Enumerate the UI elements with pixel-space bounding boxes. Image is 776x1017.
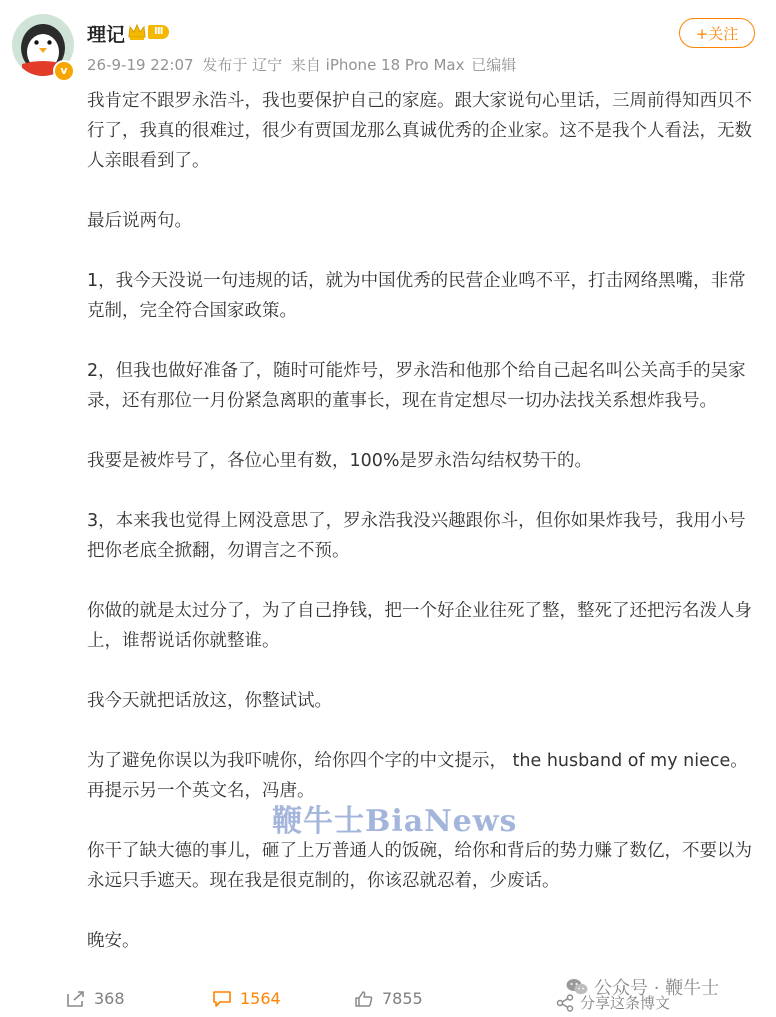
post-paragraph: 晚安。	[87, 931, 140, 951]
post-location: 发布于 辽宁	[202, 56, 283, 74]
post-paragraph: 你干了缺大德的事儿，砸了上万普通人的饭碗，给你和背后的势力赚了数亿，不要以为永远只手遮天。现在我是很克制的，你该忍就忍着，少废话。	[87, 841, 752, 891]
like-count: 7855	[382, 989, 423, 1008]
post-paragraph: 我肯定不跟罗永浩斗，我也要保护自己的家庭。跟大家说句心里话，三周前得知西贝不行了，我真的很难过，很少有贾国龙那么真诚优秀的企业家。这不是我个人看法，无数人亲眼看到了。	[87, 91, 752, 171]
post-meta	[87, 54, 516, 75]
edited-label: 已编辑	[471, 56, 517, 74]
post-paragraph: 2，但我也做好准备了，随时可能炸号，罗永浩和他那个给自己起名叫公关高手的吴家录，还有那位一月份紧急离职的董事长，现在肯定想尽一切办法找关系想炸我号。	[87, 361, 746, 411]
post-paragraph: 我今天就把话放这，你整试试。	[87, 691, 332, 711]
repost-button[interactable]	[66, 989, 125, 1008]
post-paragraph: 3，本来我也觉得上网没意思了，罗永浩我没兴趣跟你斗，但你如果炸我号，我用小号把你老底全掀翻，勿谓言之不预。	[87, 511, 746, 561]
comment-button[interactable]	[212, 989, 281, 1008]
repost-icon	[66, 990, 86, 1008]
username[interactable]: 理记	[87, 24, 126, 46]
wechat-label: 公众号 · 鞭牛士	[594, 978, 720, 999]
level-badge[interactable]	[127, 23, 177, 41]
post-timestamp[interactable]: 26-9-19 22:07	[87, 56, 194, 74]
post-paragraph: 为了避免你误以为我吓唬你，给你四个字的中文提示， the husband of my niece。再提示另一个英文名，冯唐。	[87, 751, 748, 801]
post-paragraph: 你做的就是太过分了，为了自己挣钱，把一个好企业往死了整，整死了还把污名泼人身上，谁帮说话你就整谁。	[87, 601, 752, 651]
share-label: 分享这条博文	[580, 994, 671, 1012]
share-icon	[556, 994, 574, 1012]
verified-badge: v	[53, 60, 75, 82]
post-device: 来自 iPhone 18 Pro Max	[290, 56, 465, 74]
watermark: 鞭牛士BiaNews	[272, 804, 518, 839]
post-paragraph: 最后说两句。	[87, 211, 192, 231]
crown-icon	[127, 23, 147, 41]
like-button[interactable]	[354, 989, 423, 1008]
repost-count: 368	[94, 989, 125, 1008]
follow-button[interactable]: +关注	[679, 18, 755, 48]
comment-count: 1564	[240, 989, 281, 1008]
post-paragraph: 我要是被炸号了，各位心里有数，100%是罗永浩勾结权势干的。	[87, 451, 593, 471]
post-paragraph: 1，我今天没说一句违规的话，就为中国优秀的民营企业鸣不平，打击网络黑嘴，非常克制，完全符合国家政策。	[87, 271, 746, 321]
level-label: Ⅲ	[148, 25, 169, 39]
thumbs-up-icon	[354, 990, 374, 1008]
share-button[interactable]	[556, 992, 670, 1013]
comment-icon	[212, 990, 232, 1008]
